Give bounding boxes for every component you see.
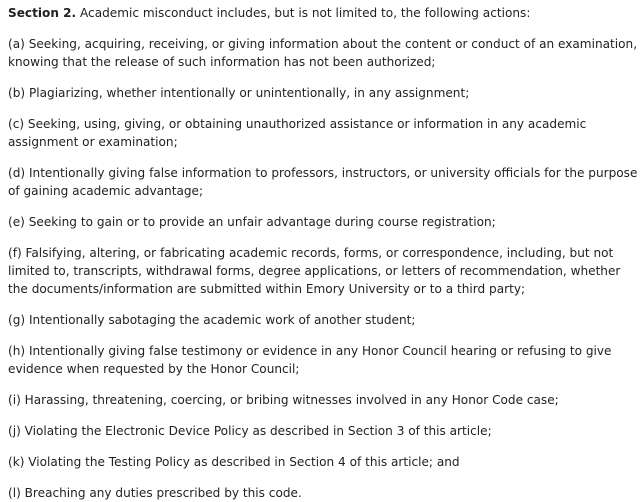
list-item-j: (j) Violating the Electronic Device Policy as described in Section 3 of this article;: [8, 424, 492, 438]
list-item-d: (d) Intentionally giving false information to professors, instructors, or university officials for the purpose of gaining academic advantage;: [8, 166, 638, 198]
section-intro-text: Academic misconduct includes, but is not limited to, the following actions:: [76, 6, 531, 20]
list-item-h: (h) Intentionally giving false testimony or evidence in any Honor Council hearing or refusing to give evidence when requested by the Honor Council;: [8, 344, 612, 376]
list-item-e: (e) Seeking to gain or to provide an unfair advantage during course registration;: [8, 215, 496, 229]
list-item-l: (l) Breaching any duties prescribed by this code.: [8, 486, 302, 500]
section-label: Section 2.: [8, 6, 77, 20]
document-body: [8, 4, 640, 502]
list-item-g: (g) Intentionally sabotaging the academic work of another student;: [8, 313, 416, 327]
list-item-f: (f) Falsifying, altering, or fabricating academic records, forms, or correspondence, including, but not limited to, transcripts, withdrawal forms, degree applications, or letters of recommendation, whether the documents/information are submitted within Emory University or to a third party;: [8, 246, 621, 296]
list-item-b: (b) Plagiarizing, whether intentionally or unintentionally, in any assignment;: [8, 86, 470, 100]
list-item-c: (c) Seeking, using, giving, or obtaining unauthorized assistance or information in any academic assignment or examination;: [8, 117, 587, 149]
list-item-k: (k) Violating the Testing Policy as described in Section 4 of this article; and: [8, 455, 460, 469]
list-item-a: (a) Seeking, acquiring, receiving, or giving information about the content or conduct of an examination, knowing that the release of such information has not been authorized;: [8, 37, 638, 69]
section-intro: [8, 4, 640, 22]
list-item-i: (i) Harassing, threatening, coercing, or bribing witnesses involved in any Honor Code case;: [8, 393, 559, 407]
